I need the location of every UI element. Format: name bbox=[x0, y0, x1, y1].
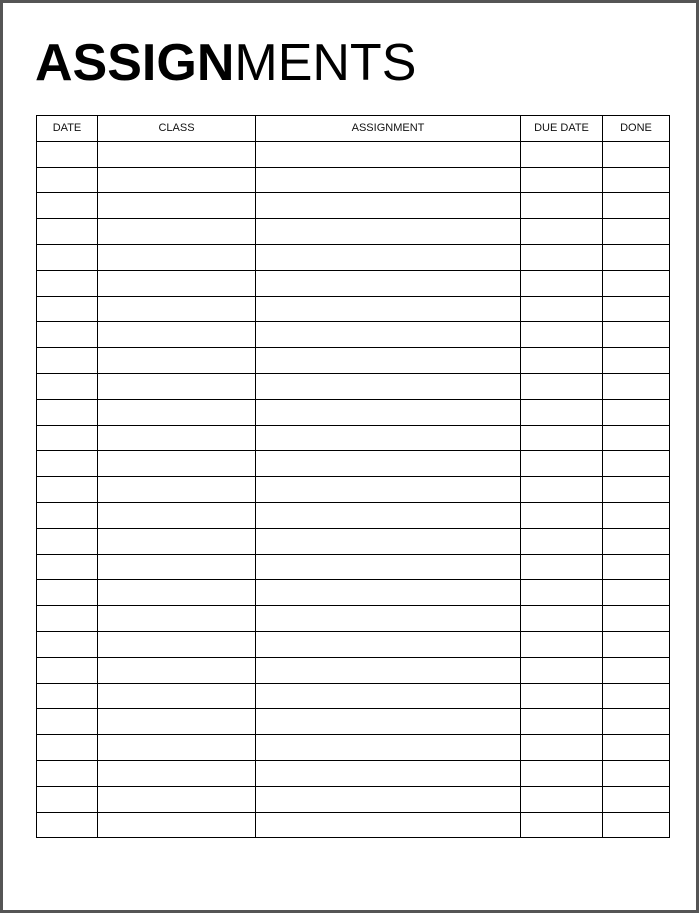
page-title bbox=[35, 33, 416, 93]
class-cell bbox=[98, 528, 256, 554]
done-cell bbox=[603, 167, 670, 193]
table-row bbox=[37, 399, 670, 425]
class-cell bbox=[98, 683, 256, 709]
date-cell bbox=[37, 812, 98, 838]
done-cell bbox=[603, 786, 670, 812]
table-row bbox=[37, 683, 670, 709]
due-date-cell bbox=[521, 580, 603, 606]
date-cell bbox=[37, 219, 98, 245]
done-cell bbox=[603, 244, 670, 270]
table-row bbox=[37, 786, 670, 812]
class-cell bbox=[98, 373, 256, 399]
done-cell bbox=[603, 373, 670, 399]
assignment-cell bbox=[256, 167, 521, 193]
due-date-cell bbox=[521, 219, 603, 245]
assignment-cell bbox=[256, 219, 521, 245]
table-row bbox=[37, 348, 670, 374]
table-row bbox=[37, 502, 670, 528]
class-cell bbox=[98, 244, 256, 270]
assignment-cell bbox=[256, 735, 521, 761]
class-cell bbox=[98, 502, 256, 528]
assignment-cell bbox=[256, 322, 521, 348]
date-cell bbox=[37, 451, 98, 477]
table-row bbox=[37, 322, 670, 348]
date-cell bbox=[37, 296, 98, 322]
table-row bbox=[37, 528, 670, 554]
class-cell bbox=[98, 219, 256, 245]
table-row bbox=[37, 606, 670, 632]
date-cell bbox=[37, 270, 98, 296]
due-date-cell bbox=[521, 399, 603, 425]
due-date-cell bbox=[521, 167, 603, 193]
due-date-cell bbox=[521, 657, 603, 683]
date-cell bbox=[37, 373, 98, 399]
assignment-cell bbox=[256, 606, 521, 632]
class-cell bbox=[98, 606, 256, 632]
due-date-cell bbox=[521, 270, 603, 296]
date-cell bbox=[37, 683, 98, 709]
assignment-cell bbox=[256, 709, 521, 735]
done-cell bbox=[603, 580, 670, 606]
title-light-part: MENTS bbox=[234, 34, 417, 92]
assignment-cell bbox=[256, 141, 521, 167]
header-done: DONE bbox=[603, 116, 670, 142]
date-cell bbox=[37, 399, 98, 425]
class-cell bbox=[98, 786, 256, 812]
done-cell bbox=[603, 219, 670, 245]
due-date-cell bbox=[521, 244, 603, 270]
date-cell bbox=[37, 193, 98, 219]
title-bold-part: ASSIGN bbox=[35, 34, 235, 92]
date-cell bbox=[37, 786, 98, 812]
due-date-cell bbox=[521, 606, 603, 632]
done-cell bbox=[603, 141, 670, 167]
done-cell bbox=[603, 735, 670, 761]
date-cell bbox=[37, 657, 98, 683]
table-row bbox=[37, 219, 670, 245]
due-date-cell bbox=[521, 631, 603, 657]
table-row bbox=[37, 812, 670, 838]
class-cell bbox=[98, 580, 256, 606]
class-cell bbox=[98, 812, 256, 838]
table-body bbox=[37, 141, 670, 838]
date-cell bbox=[37, 580, 98, 606]
assignment-cell bbox=[256, 477, 521, 503]
date-cell bbox=[37, 322, 98, 348]
done-cell bbox=[603, 683, 670, 709]
class-cell bbox=[98, 760, 256, 786]
assignment-cell bbox=[256, 373, 521, 399]
header-assignment: ASSIGNMENT bbox=[256, 116, 521, 142]
class-cell bbox=[98, 477, 256, 503]
date-cell bbox=[37, 528, 98, 554]
table-row bbox=[37, 709, 670, 735]
assignment-cell bbox=[256, 554, 521, 580]
due-date-cell bbox=[521, 528, 603, 554]
date-cell bbox=[37, 348, 98, 374]
due-date-cell bbox=[521, 477, 603, 503]
due-date-cell bbox=[521, 348, 603, 374]
done-cell bbox=[603, 348, 670, 374]
header-class: CLASS bbox=[98, 116, 256, 142]
class-cell bbox=[98, 554, 256, 580]
done-cell bbox=[603, 657, 670, 683]
table-row bbox=[37, 477, 670, 503]
header-due-date: DUE DATE bbox=[521, 116, 603, 142]
date-cell bbox=[37, 606, 98, 632]
due-date-cell bbox=[521, 502, 603, 528]
class-cell bbox=[98, 193, 256, 219]
table-row bbox=[37, 631, 670, 657]
table-row bbox=[37, 373, 670, 399]
table-row bbox=[37, 735, 670, 761]
class-cell bbox=[98, 735, 256, 761]
assignment-cell bbox=[256, 657, 521, 683]
class-cell bbox=[98, 425, 256, 451]
due-date-cell bbox=[521, 812, 603, 838]
assignment-cell bbox=[256, 193, 521, 219]
date-cell bbox=[37, 760, 98, 786]
date-cell bbox=[37, 735, 98, 761]
due-date-cell bbox=[521, 451, 603, 477]
assignment-cell bbox=[256, 244, 521, 270]
class-cell bbox=[98, 296, 256, 322]
table-row bbox=[37, 451, 670, 477]
class-cell bbox=[98, 709, 256, 735]
date-cell bbox=[37, 554, 98, 580]
due-date-cell bbox=[521, 425, 603, 451]
table-row bbox=[37, 244, 670, 270]
table-row bbox=[37, 270, 670, 296]
done-cell bbox=[603, 399, 670, 425]
due-date-cell bbox=[521, 709, 603, 735]
class-cell bbox=[98, 657, 256, 683]
done-cell bbox=[603, 477, 670, 503]
done-cell bbox=[603, 631, 670, 657]
due-date-cell bbox=[521, 554, 603, 580]
due-date-cell bbox=[521, 322, 603, 348]
due-date-cell bbox=[521, 683, 603, 709]
assignment-cell bbox=[256, 296, 521, 322]
assignment-cell bbox=[256, 580, 521, 606]
done-cell bbox=[603, 451, 670, 477]
done-cell bbox=[603, 322, 670, 348]
done-cell bbox=[603, 554, 670, 580]
done-cell bbox=[603, 528, 670, 554]
date-cell bbox=[37, 425, 98, 451]
done-cell bbox=[603, 425, 670, 451]
date-cell bbox=[37, 709, 98, 735]
done-cell bbox=[603, 606, 670, 632]
date-cell bbox=[37, 141, 98, 167]
table-row bbox=[37, 296, 670, 322]
due-date-cell bbox=[521, 760, 603, 786]
done-cell bbox=[603, 760, 670, 786]
assignment-cell bbox=[256, 631, 521, 657]
assignment-cell bbox=[256, 502, 521, 528]
table-row bbox=[37, 193, 670, 219]
table-row bbox=[37, 554, 670, 580]
due-date-cell bbox=[521, 141, 603, 167]
assignments-table bbox=[36, 115, 670, 838]
table-header-row bbox=[37, 116, 670, 142]
done-cell bbox=[603, 502, 670, 528]
class-cell bbox=[98, 399, 256, 425]
done-cell bbox=[603, 193, 670, 219]
class-cell bbox=[98, 631, 256, 657]
assignment-cell bbox=[256, 760, 521, 786]
due-date-cell bbox=[521, 296, 603, 322]
table-row bbox=[37, 425, 670, 451]
table-row bbox=[37, 167, 670, 193]
date-cell bbox=[37, 167, 98, 193]
assignment-cell bbox=[256, 683, 521, 709]
table-row bbox=[37, 760, 670, 786]
assignment-cell bbox=[256, 399, 521, 425]
table-row bbox=[37, 141, 670, 167]
class-cell bbox=[98, 270, 256, 296]
due-date-cell bbox=[521, 735, 603, 761]
header-date: DATE bbox=[37, 116, 98, 142]
assignment-cell bbox=[256, 812, 521, 838]
done-cell bbox=[603, 296, 670, 322]
done-cell bbox=[603, 709, 670, 735]
assignment-cell bbox=[256, 348, 521, 374]
done-cell bbox=[603, 270, 670, 296]
table-row bbox=[37, 657, 670, 683]
date-cell bbox=[37, 631, 98, 657]
class-cell bbox=[98, 322, 256, 348]
class-cell bbox=[98, 348, 256, 374]
date-cell bbox=[37, 244, 98, 270]
class-cell bbox=[98, 451, 256, 477]
assignment-cell bbox=[256, 528, 521, 554]
class-cell bbox=[98, 167, 256, 193]
date-cell bbox=[37, 502, 98, 528]
due-date-cell bbox=[521, 786, 603, 812]
due-date-cell bbox=[521, 193, 603, 219]
assignment-cell bbox=[256, 786, 521, 812]
date-cell bbox=[37, 477, 98, 503]
assignment-cell bbox=[256, 270, 521, 296]
table-row bbox=[37, 580, 670, 606]
due-date-cell bbox=[521, 373, 603, 399]
assignment-cell bbox=[256, 425, 521, 451]
assignment-cell bbox=[256, 451, 521, 477]
class-cell bbox=[98, 141, 256, 167]
done-cell bbox=[603, 812, 670, 838]
